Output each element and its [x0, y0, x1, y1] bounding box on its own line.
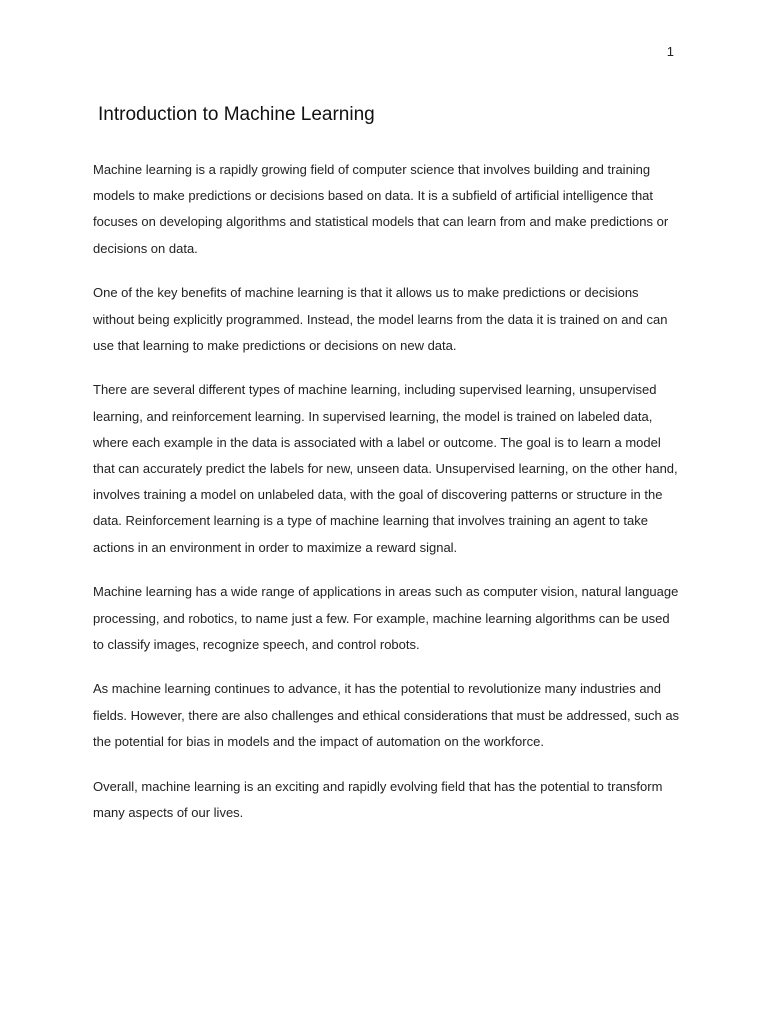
paragraph-benefits: One of the key benefits of machine learning is that it allows us to make predictions or decisions without being explicitly programmed. Instead, the model learns from the data it is trained on and can use that learning to make predictions or decisions on new data. [93, 285, 668, 353]
paragraph-applications: Machine learning has a wide range of applications in areas such as computer vision, natural language processing, and robotics, to name just a few. For example, machine learning algorithms can be used to classify images, recognize speech, and control robots. [93, 584, 679, 652]
paragraph-types: There are several different types of machine learning, including supervised learning, unsupervised learning, and reinforcement learning. In supervised learning, the model is trained on labeled data, where each example in the data is associated with a label or outcome. The goal is to learn a model that can accurately predict the labels for new, unseen data. Unsupervised learning, on the other hand, involves training a model on unlabeled data, with the goal of discovering patterns or structure in the data. Reinforcement learning is a type of machine learning that involves training an agent to take actions in an environment in order to maximize a reward signal. [93, 382, 678, 555]
page-number: 1 [666, 44, 674, 59]
paragraph-intro: Machine learning is a rapidly growing field of computer science that involves building and training models to make predictions or decisions based on data. It is a subfield of artificial intelligence that focuses on developing algorithms and statistical models that can learn from and make predictions or decisions on data. [93, 162, 669, 256]
paragraph-challenges: As machine learning continues to advance, it has the potential to revolutionize many industries and fields. However, there are also challenges and ethical considerations that must be addressed, such as the potential for bias in models and the impact of automation on the workforce. [93, 681, 680, 749]
document-title: Introduction to Machine Learning [98, 104, 375, 125]
paragraph-conclusion: Overall, machine learning is an exciting and rapidly evolving field that has the potential to transform many aspects of our lives. [93, 778, 663, 820]
document-body [93, 157, 683, 844]
